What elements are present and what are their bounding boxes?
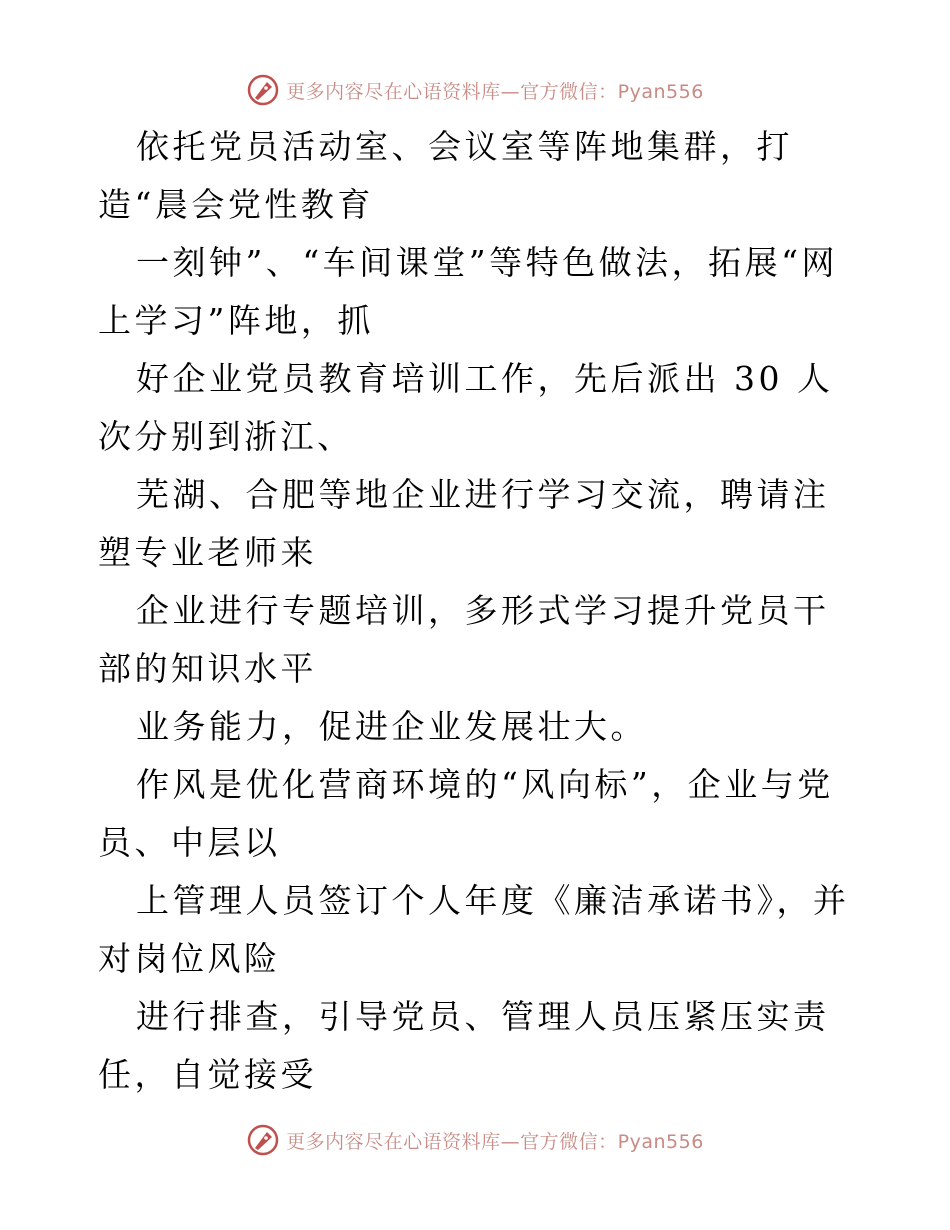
paragraph: 作风是优化营商环境的“风向标”，企业与党员、中层以 <box>98 765 834 862</box>
footer-watermark <box>0 1120 950 1160</box>
watermark-text: 更多内容尽在心语资料库—官方微信：Pyan556 <box>286 80 704 103</box>
document-body <box>98 118 858 1104</box>
header-watermark <box>0 70 950 110</box>
paragraph: 进行排查，引导党员、管理人员压紧压实责任，自觉接受 <box>98 997 830 1094</box>
paragraph: 一刻钟”、“车间课堂”等特色做法，拓展“网上学习”阵地，抓 <box>98 243 838 340</box>
paragraph: 业务能力，促进企业发展壮大。 <box>136 707 647 746</box>
watermark-text: 更多内容尽在心语资料库—官方微信：Pyan556 <box>286 1130 704 1153</box>
paragraph: 上管理人员签订个人年度《廉洁承诺书》，并对岗位风险 <box>98 881 850 978</box>
pen-nib-circle-icon <box>246 73 280 107</box>
paragraph: 企业进行专题培训，多形式学习提升党员干部的知识水平 <box>98 591 830 688</box>
pen-nib-circle-icon <box>246 1123 280 1157</box>
paragraph: 好企业党员教育培训工作，先后派出 30 人次分别到浙江、 <box>98 359 834 456</box>
paragraph: 依托党员活动室、会议室等阵地集群，打造“晨会党性教育 <box>98 127 793 224</box>
paragraph: 芜湖、合肥等地企业进行学习交流，聘请注塑专业老师来 <box>98 475 830 572</box>
